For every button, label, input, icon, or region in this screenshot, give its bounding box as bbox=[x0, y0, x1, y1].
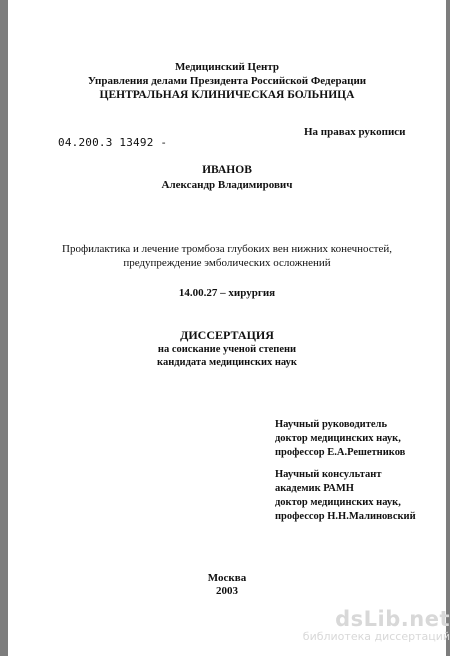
title-line-1: Профилактика и лечение тромбоза глубоких вен нижних конечностей, bbox=[62, 243, 392, 255]
dissertation-title bbox=[8, 242, 446, 270]
title-line-2: предупреждение эмболических осложнений bbox=[123, 257, 331, 269]
author-full-name: Александр Владимирович bbox=[161, 179, 293, 191]
consultant-block bbox=[275, 468, 416, 524]
document-page bbox=[8, 0, 450, 656]
place-year-block bbox=[8, 572, 446, 598]
year: 2003 bbox=[216, 585, 238, 597]
header-line-3: ЦЕНТРАЛЬНАЯ КЛИНИЧЕСКАЯ БОЛЬНИЦА bbox=[99, 89, 355, 101]
author-surname: ИВАНОВ bbox=[202, 164, 252, 176]
specialty-code: 14.00.27 – хирургия bbox=[178, 287, 276, 299]
watermark bbox=[282, 608, 450, 644]
consultant-name: профессор Н.Н.Малиновский bbox=[275, 511, 416, 522]
degree-line-1: на соискание ученой степени bbox=[157, 344, 297, 355]
supervisor-block bbox=[275, 418, 405, 460]
institution-header bbox=[8, 60, 446, 102]
author-block bbox=[8, 163, 446, 193]
rights-note: На правах рукописи bbox=[304, 126, 406, 138]
consultant-role: Научный консультант bbox=[275, 469, 382, 480]
header-line-1: Медицинский Центр bbox=[175, 61, 279, 73]
degree-line-2: кандидата медицинских наук bbox=[157, 357, 297, 368]
dissertation-heading: ДИССЕРТАЦИЯ bbox=[180, 328, 274, 342]
watermark-subtitle: библиотека диссертаций bbox=[302, 630, 450, 643]
supervisor-name: профессор Е.А.Решетников bbox=[275, 447, 406, 458]
consultant-title: академик РАМН bbox=[275, 483, 354, 494]
registry-number: 04.200.3 13492 - bbox=[58, 136, 168, 149]
header-line-2: Управления делами Президента Российской Федерации bbox=[87, 75, 367, 87]
watermark-logo: dsLib.net bbox=[335, 607, 450, 631]
city: Москва bbox=[207, 572, 247, 584]
degree-block bbox=[8, 328, 446, 369]
supervisor-role: Научный руководитель bbox=[275, 419, 387, 430]
consultant-degree: доктор медицинских наук, bbox=[275, 497, 401, 508]
supervisor-degree: доктор медицинских наук, bbox=[275, 433, 401, 444]
